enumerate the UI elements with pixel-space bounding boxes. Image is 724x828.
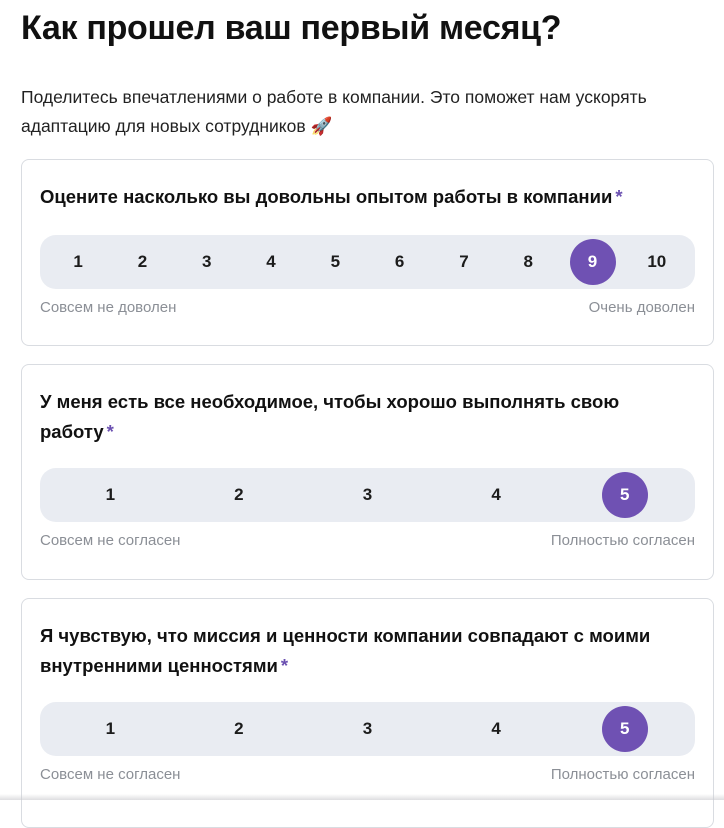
required-mark: * (280, 655, 289, 676)
rating-option-label: 3 (202, 252, 212, 271)
rating-option-label: 4 (491, 485, 501, 504)
scale-labels (40, 532, 695, 549)
rating-scale (40, 702, 695, 756)
page-description: Поделитесь впечатлениями о работе в компании. Это поможет нам ускорять адаптацию для новых сотрудников 🚀 (21, 87, 647, 136)
scale-min-label: Совсем не согласен (40, 532, 181, 549)
rating-option[interactable] (110, 235, 174, 289)
rating-option[interactable] (175, 468, 304, 522)
question-text (40, 621, 695, 681)
rating-option-label: 1 (73, 252, 83, 271)
rating-option[interactable] (175, 235, 239, 289)
rating-option[interactable] (625, 235, 689, 289)
rating-option[interactable] (560, 702, 689, 756)
rating-option-label: 2 (234, 719, 244, 738)
rating-option[interactable] (367, 235, 431, 289)
rating-option-label: 6 (394, 252, 405, 271)
question-card-2 (21, 364, 714, 580)
rating-option-label: 3 (362, 719, 373, 738)
rating-option-label: 9 (570, 239, 616, 285)
page-title: Как прошел ваш первый месяц? (21, 9, 562, 47)
rating-option-label: 5 (602, 472, 648, 518)
rating-option-label: 1 (105, 485, 116, 504)
scale-max-label: Очень доволен (588, 299, 695, 316)
rating-scale (40, 235, 695, 289)
question-label: У меня есть все необходимое, чтобы хорошо выполнять свою работу (40, 391, 620, 442)
required-mark: * (106, 421, 114, 442)
rating-option[interactable] (560, 235, 624, 289)
rating-option-label: 2 (137, 252, 148, 271)
rating-option-label: 5 (330, 252, 341, 271)
rating-option[interactable] (46, 235, 110, 289)
rating-option-label: 3 (362, 485, 373, 504)
bottom-shadow (0, 794, 724, 800)
rating-option[interactable] (303, 702, 432, 756)
rating-scale (40, 468, 695, 522)
rating-option[interactable] (496, 235, 560, 289)
rating-option-label: 4 (266, 252, 276, 271)
scale-labels (40, 766, 695, 783)
rating-option[interactable] (560, 468, 689, 522)
rating-option[interactable] (303, 468, 432, 522)
rating-option[interactable] (175, 702, 304, 756)
rating-option-label: 8 (523, 252, 533, 271)
rating-option-label: 4 (491, 719, 501, 738)
rating-option-label: 7 (459, 252, 469, 271)
question-card-1 (21, 159, 714, 346)
rating-option-label: 5 (602, 706, 648, 752)
question-label: Я чувствую, что миссия и ценности компании совпадают с моими внутренними ценностями (40, 625, 651, 676)
scale-min-label: Совсем не согласен (40, 766, 181, 783)
scale-max-label: Полностью согласен (550, 532, 695, 549)
scale-max-label: Полностью согласен (550, 766, 695, 783)
rating-option[interactable] (432, 702, 561, 756)
rating-option[interactable] (46, 702, 175, 756)
question-label: Оцените насколько вы довольны опытом работы в компании (40, 186, 613, 207)
rating-option-label: 2 (234, 485, 244, 504)
rating-option[interactable] (432, 468, 561, 522)
required-mark: * (615, 186, 623, 207)
rating-option[interactable] (303, 235, 367, 289)
rating-option-label: 10 (647, 252, 667, 271)
rating-option[interactable] (46, 468, 175, 522)
rating-option-label: 1 (105, 719, 116, 738)
rating-option[interactable] (239, 235, 303, 289)
survey-page (21, 0, 713, 783)
question-text (40, 182, 695, 212)
rating-option[interactable] (432, 235, 496, 289)
scale-min-label: Совсем не доволен (40, 299, 177, 316)
scale-labels (40, 299, 695, 316)
question-text (40, 387, 695, 447)
